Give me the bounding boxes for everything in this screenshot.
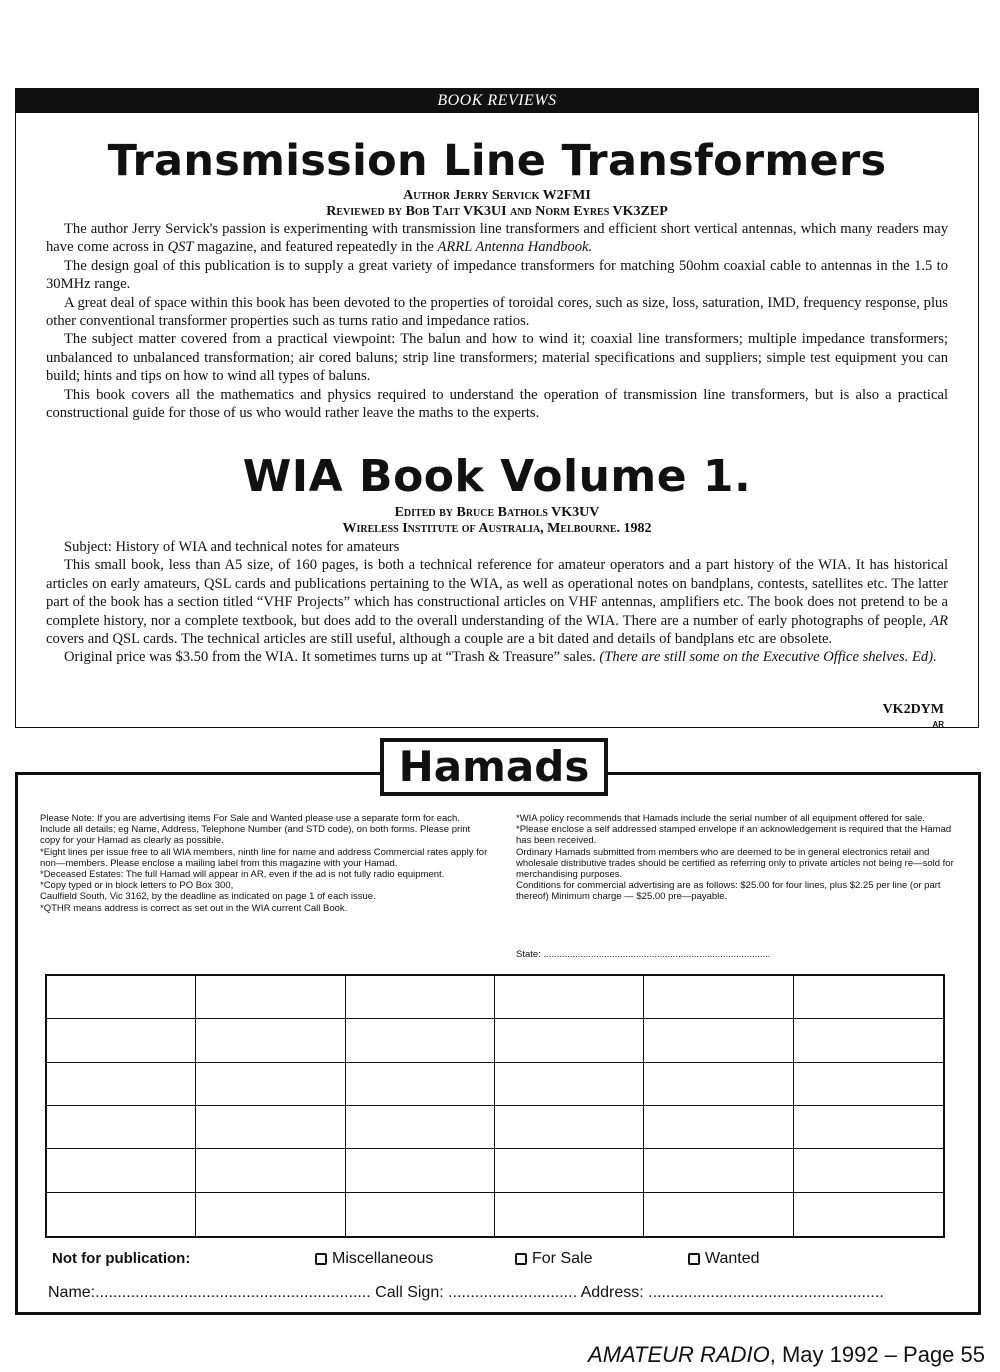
- review1-paragraph-5: This book covers all the mathematics and physics required to understand the operation of transmission line transformers, but is also a practical constructional guide for those of us who would rather leave the maths to the experts.: [46, 386, 948, 422]
- review1-paragraph-1: The author Jerry Servick's passion is experimenting with transmission line transformers and efficient short vertical antennas, which many readers may have come across in QST magazine, and featured repeatedly in the ARRL Antenna Handbook.: [46, 221, 948, 256]
- note: Conditions for commercial advertising are as follows: $25.00 for four lines, plus $2.25 per line (or part thereof) Minimum charge — $25.00 pre—payable.: [516, 880, 941, 903]
- issue-page: , May 1992 – Page 55: [769, 1342, 985, 1367]
- grid-cell[interactable]: [196, 1149, 345, 1192]
- grid-cell[interactable]: [794, 1106, 943, 1149]
- review1-reviewers: Reviewed by Bob Tait VK3UI and Norm Eyres VK3ZEP: [326, 204, 668, 219]
- grid-cell[interactable]: [196, 976, 345, 1019]
- book-reviews-box: [15, 88, 979, 728]
- checkbox-label: For Sale: [532, 1250, 593, 1267]
- grid-cell[interactable]: [346, 1063, 495, 1106]
- miscellaneous-checkbox[interactable]: [315, 1250, 433, 1268]
- grid-cell[interactable]: [47, 1193, 196, 1236]
- for-sale-checkbox[interactable]: [515, 1250, 592, 1268]
- grid-cell[interactable]: [346, 1193, 495, 1236]
- grid-cell[interactable]: [196, 1193, 345, 1236]
- note: *Deceased Estates: The full Hamad will appear in AR, even if the ad is not fully radio equipment.: [40, 869, 445, 881]
- grid-cell[interactable]: [346, 976, 495, 1019]
- grid-cell[interactable]: [794, 1019, 943, 1062]
- checkbox-icon[interactable]: [315, 1253, 327, 1265]
- note: *Please enclose a self addressed stamped envelope if an acknowledgement is required that the Hamad has been received.: [516, 824, 952, 847]
- not-for-publication-label: Not for publication:: [52, 1250, 191, 1267]
- checkbox-label: Miscellaneous: [332, 1250, 434, 1267]
- review2-paragraph-3: Original price was $3.50 from the WIA. It sometimes turns up at “Trash & Treasure” sales. (There are still some on the Executive Office shelves. Ed).: [64, 649, 937, 666]
- checkbox-label: Wanted: [705, 1250, 760, 1267]
- note: *Eight lines per issue free to all WIA members, ninth line for name and address Commercial rates apply for non—members. Please enclose a mailing label from this magazine with your Hamad.: [40, 846, 488, 869]
- grid-cell[interactable]: [196, 1063, 345, 1106]
- review1-paragraph-4: The subject matter covered from a practical viewpoint: The balun and how to wind it; coaxial line transformers; multiple impedance transformers; unbalanced to unbalanced transformation; air cored baluns; strip line transformers; material specifications and suppliers; simple test equipment you can build; hints and tips on how to wind all types of baluns.: [46, 331, 948, 385]
- grid-cell[interactable]: [346, 1149, 495, 1192]
- grid-cell[interactable]: [495, 1149, 644, 1192]
- grid-cell[interactable]: [644, 1063, 793, 1106]
- review1-paragraph-3: A great deal of space within this book has been devoted to the properties of toroidal cores, such as size, loss, saturation, IMD, frequency response, plus other conventional transformer properties such as turns ratio and impedance ratios.: [46, 294, 948, 330]
- review2-editor: Edited by Bruce Bathols VK3UV: [394, 505, 600, 520]
- contact-fields-line[interactable]: Name:.............................................................. Call Sign: ............................. Address: .....................................................: [48, 1284, 884, 1301]
- note: Caulfield South, Vic 3162, by the deadline as indicated on page 1 of each issue.: [40, 891, 376, 903]
- grid-cell[interactable]: [644, 976, 793, 1019]
- grid-cell[interactable]: [794, 1193, 943, 1236]
- hamads-title: Hamads: [380, 738, 608, 796]
- checkbox-icon[interactable]: [515, 1253, 527, 1265]
- end-mark: AR: [932, 720, 944, 729]
- grid-cell[interactable]: [495, 976, 644, 1019]
- grid-cell[interactable]: [794, 1149, 943, 1192]
- grid-cell[interactable]: [644, 1019, 793, 1062]
- grid-cell[interactable]: [346, 1106, 495, 1149]
- review1-title: Transmission Line Transformers: [107, 136, 887, 186]
- grid-cell[interactable]: [495, 1193, 644, 1236]
- grid-cell[interactable]: [196, 1019, 345, 1062]
- grid-cell[interactable]: [495, 1019, 644, 1062]
- wanted-checkbox[interactable]: [688, 1250, 760, 1268]
- page-footer: [588, 1342, 985, 1368]
- checkbox-icon[interactable]: [688, 1253, 700, 1265]
- hamads-form: [15, 772, 981, 1315]
- review2-title: WIA Book Volume 1.: [242, 451, 752, 502]
- review-signature: VK2DYM: [882, 702, 944, 717]
- grid-cell[interactable]: [47, 976, 196, 1019]
- note: *QTHR means address is correct as set out in the WIA current Call Book.: [40, 902, 348, 914]
- note: Please Note: If you are advertising items For Sale and Wanted please use a separate form for each. Include all details; eg Name, Address, Telephone Number (and STD code), on both forms. Please print copy for your Hamad as clearly as possible.: [40, 813, 471, 847]
- review1-paragraph-2: The design goal of this publication is to supply a great variety of impedance transformers for matching 50ohm coaxial cable to antennas in the 1.5 to 30MHz range.: [46, 257, 948, 293]
- grid-cell[interactable]: [794, 1063, 943, 1106]
- grid-cell[interactable]: [47, 1106, 196, 1149]
- grid-cell[interactable]: [346, 1019, 495, 1062]
- grid-cell[interactable]: [644, 1149, 793, 1192]
- review2-body: [46, 538, 948, 667]
- grid-cell[interactable]: [47, 1063, 196, 1106]
- section-header: BOOK REVIEWS: [16, 89, 978, 113]
- hamads-notes-left: [40, 813, 490, 914]
- note: *WIA policy recommends that Hamads include the serial number of all equipment offered for sale.: [516, 813, 926, 824]
- grid-cell[interactable]: [495, 1106, 644, 1149]
- review2-paragraph-1: Subject: History of WIA and technical notes for amateurs: [64, 539, 400, 555]
- grid-cell[interactable]: [196, 1106, 345, 1149]
- review2-paragraph-2: This small book, less than A5 size, of 160 pages, is both a technical reference for amateur operators and a part history of the WIA. It has historical articles on early amateurs, QSL cards and publications pertaining to the WIA, as well as operational notes on bandplans, contests, satellites etc. The latter part of the book has a section titled “VHF Projects” which has constructional articles on VHF antennas, amplifiers etc. The book does not pretend to be a complete history, nor a complete textbook, but does add to the overall understanding of the WIA. There are a number of early photographs of people, AR covers and QSL cards. The technical articles are still useful, although a couple are a bit dated and details of bandplans etc are obsolete.: [46, 557, 948, 648]
- note: *Copy typed or in block letters to PO Box 300,: [40, 880, 234, 892]
- grid-cell[interactable]: [794, 976, 943, 1019]
- hamads-notes-right: [516, 813, 964, 903]
- grid-cell[interactable]: [495, 1063, 644, 1106]
- review1-body: [46, 220, 948, 422]
- grid-cell[interactable]: [47, 1019, 196, 1062]
- review2-publisher: Wireless Institute of Australia, Melbourne. 1982: [342, 521, 652, 536]
- state-field[interactable]: State: ......................................................................................: [516, 949, 771, 960]
- grid-cell[interactable]: [47, 1149, 196, 1192]
- grid-cell[interactable]: [644, 1106, 793, 1149]
- grid-cell[interactable]: [644, 1193, 793, 1236]
- note: Ordinary Hamads submitted from members who are deemed to be in general electronics retail and wholesale distributive trades should be certified as referring only to private articles not being re—sold for merchandising purposes.: [516, 846, 954, 881]
- ad-text-grid[interactable]: [45, 974, 945, 1238]
- magazine-name: AMATEUR RADIO: [588, 1342, 770, 1367]
- review1-author: Author Jerry Servick W2FMI: [403, 188, 591, 203]
